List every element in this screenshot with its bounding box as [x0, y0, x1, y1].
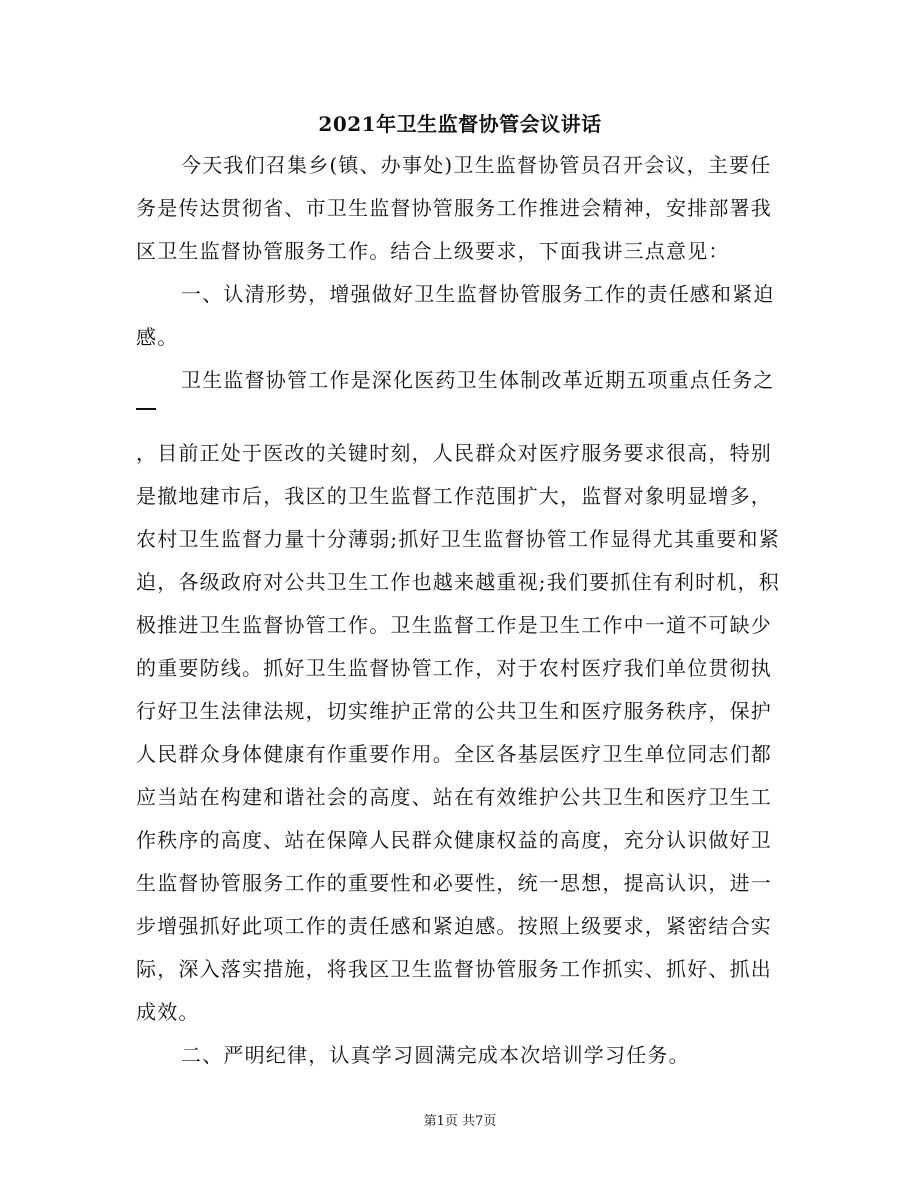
text-line: ，目前正处于医改的关键时刻，人民群众对医疗服务要求很高，特别	[136, 441, 772, 465]
text-line: 人民群众身体健康有作重要作用。全区各基层医疗卫生单位同志们都	[136, 742, 772, 766]
dash-line	[136, 408, 156, 410]
text-line: 迫，各级政府对公共卫生工作也越来越重视;我们要抓住有利时机，积	[136, 570, 780, 594]
text-line: 一、认清形势，增强做好卫生监督协管服务工作的责任感和紧迫	[181, 282, 775, 306]
text-line: 务是传达贯彻省、市卫生监督协管服务工作推进会精神，安排部署我	[136, 196, 772, 220]
page-number: 第1页 共7页	[423, 1114, 497, 1129]
text-line: 际，深入落实措施，将我区卫生监督协管服务工作抓实、抓好、抓出	[136, 957, 772, 981]
text-line: 生监督协管服务工作的重要性和必要性，统一思想，提高认识，进一	[136, 871, 772, 895]
text-line: 成效。	[136, 1000, 200, 1024]
text-line: 应当站在构建和谐社会的高度、站在有效维护公共卫生和医疗卫生工	[136, 785, 772, 809]
text-line: 作秩序的高度、站在保障人民群众健康权益的高度，充分认识做好卫	[136, 828, 772, 852]
text-line: 步增强抓好此项工作的责任感和紧迫感。按照上级要求，紧密结合实	[136, 914, 772, 938]
text-line: 极推进卫生监督协管工作。卫生监督工作是卫生工作中一道不可缺少	[136, 613, 772, 637]
text-line: 是撤地建市后，我区的卫生监督工作范围扩大，监督对象明显增多，	[136, 484, 772, 508]
text-line: 区卫生监督协管服务工作。结合上级要求，下面我讲三点意见：	[136, 239, 730, 263]
text-line: 感。	[136, 325, 179, 349]
document-title: 2021年卫生监督协管会议讲话	[318, 112, 602, 136]
text-line: 二、严明纪律，认真学习圆满完成本次培训学习任务。	[181, 1043, 690, 1067]
text-line: 的重要防线。抓好卫生监督协管工作，对于农村医疗我们单位贯彻执	[136, 656, 772, 680]
text-line: 行好卫生法律法规，切实维护正常的公共卫生和医疗服务秩序，保护	[136, 699, 772, 723]
text-line: 今天我们召集乡(镇、办事处)卫生监督协管员召开会议，主要任	[181, 153, 772, 177]
text-line: 农村卫生监督力量十分薄弱;抓好卫生监督协管工作显得尤其重要和紧	[136, 527, 780, 551]
text-line: 卫生监督协管工作是深化医药卫生体制改革近期五项重点任务之	[181, 368, 775, 392]
